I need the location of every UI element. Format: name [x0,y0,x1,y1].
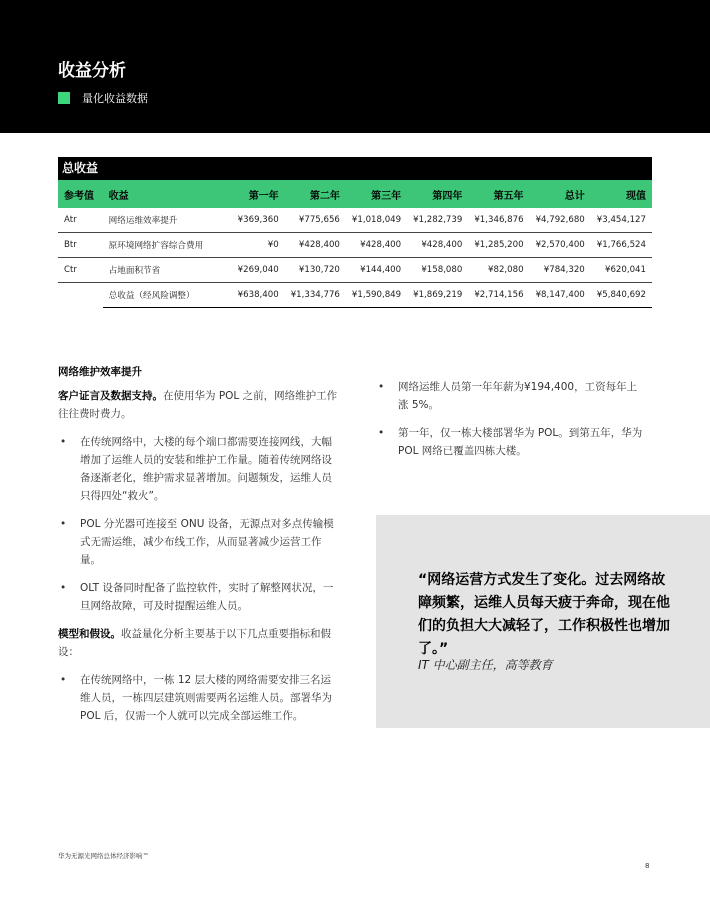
bullet-icon: • [60,582,67,594]
table-cell: ¥638,400 [232,283,285,308]
table-cell: ¥775,656 [285,208,346,233]
bullet-icon: • [60,518,67,530]
column-header: 参考值 [58,180,103,208]
table-cell: ¥1,282,739 [407,208,468,233]
table-cell: ¥428,400 [285,233,346,258]
quote-attribution: IT 中心副主任，高等教育 [418,658,553,672]
paragraph-lead: 客户证言及数据支持。 [58,390,163,402]
bullet-icon: • [60,674,67,686]
list-item-text: 网络运维人员第一年年薪为¥194,400，工资每年上涨 5%。 [398,381,638,411]
bullet-icon: • [378,427,385,439]
list-item [58,579,338,615]
table-cell: ¥1,766,524 [591,233,652,258]
table-cell: ¥3,454,127 [591,208,652,233]
footer-title: 华为无源光网络总体经济影响™ [58,852,149,860]
paragraph-lead: 模型和假设。 [58,628,121,640]
page-subtitle-row [58,90,148,106]
table-cell: ¥428,400 [346,233,407,258]
table-cell: ¥269,040 [232,258,285,283]
list-item [58,671,338,725]
list-item-text: OLT 设备同时配备了监控软件，实时了解整网状况，一旦网络故障，可及时提醒运维人员。 [80,582,334,612]
table-cell: ¥8,147,400 [530,283,591,308]
green-square-icon [58,92,70,104]
bullet-icon: • [378,381,385,393]
paragraph-text: 收益量化分析主要基于以下几点重要指标和假设： [58,628,331,658]
list-item-text: 在传统网络中，大楼的每个端口都需要连接网线，大幅增加了运维人员的安装和维护工作量。随着传统网络设备逐渐老化，维护需求显著增加。问题频发，运维人员只得四处“救火”。 [80,436,332,502]
list-item [376,378,646,414]
list-item [58,515,338,569]
table-row [58,233,652,258]
page-title: 收益分析 [58,61,126,81]
table-cell: 占地面积节省 [103,258,232,283]
table-cell: ¥130,720 [285,258,346,283]
table-cell: 网络运维效率提升 [103,208,232,233]
table-cell: ¥144,400 [346,258,407,283]
paragraph-text: 在使用华为 POL 之前，网络维护工作往往费时费力。 [58,390,338,420]
table-title: 总收益 [58,157,652,180]
page-subtitle: 量化收益数据 [82,92,148,105]
table-cell [58,283,103,308]
table-cell: ¥5,840,692 [591,283,652,308]
table-cell: ¥4,792,680 [530,208,591,233]
column-header: 第二年 [285,180,346,208]
left-column [58,363,338,735]
table-cell: ¥2,570,400 [530,233,591,258]
table-cell: ¥82,080 [468,258,529,283]
table-cell: ¥158,080 [407,258,468,283]
quote-text: “网络运营方式发生了变化。过去网络故障频繁，运维人员每天疲于奔命，现在他们的负担大大减轻了，工作积极性也增加了。” [418,572,670,657]
table-cell: ¥1,590,849 [346,283,407,308]
column-header: 第一年 [232,180,285,208]
total-benefits-table-section [58,157,652,308]
table-cell: 原环境网络扩容综合费用 [103,233,232,258]
right-column [376,378,646,470]
table-cell: Ctr [58,258,103,283]
table-cell: ¥0 [232,233,285,258]
page-header [0,0,710,133]
list-item [58,433,338,505]
table-total-row [58,283,652,308]
paragraph [58,387,338,423]
column-header: 收益 [103,180,232,208]
list-item-text: POL 分光器可连接至 ONU 设备，无源点对多点传输模式无需运维，减少布线工作，从而显著减少运营工作量。 [80,518,334,566]
bullet-icon: • [60,436,67,448]
table-cell: Btr [58,233,103,258]
column-header: 第五年 [468,180,529,208]
table-cell: ¥784,320 [530,258,591,283]
table-cell: ¥1,334,776 [285,283,346,308]
table-cell: 总收益（经风险调整） [103,283,232,308]
list-item-text: 在传统网络中，一栋 12 层大楼的网络需要安排三名运维人员，一栋四层建筑则需要两名运维人员。部署华为 POL 后，仅需一个人就可以完成全部运维工作。 [80,674,332,722]
table-cell: ¥1,346,876 [468,208,529,233]
quote-box [376,515,710,728]
table-cell: ¥1,018,049 [346,208,407,233]
list-item-text: 第一年，仅一栋大楼部署华为 POL。到第五年，华为 POL 网络已覆盖四栋大楼。 [398,427,643,457]
table-cell: Atr [58,208,103,233]
table-cell: ¥428,400 [407,233,468,258]
table-cell: ¥369,360 [232,208,285,233]
list-item [376,424,646,460]
table-cell: ¥2,714,156 [468,283,529,308]
table-row [58,258,652,283]
section-heading: 网络维护效率提升 [58,366,142,378]
table-cell: ¥620,041 [591,258,652,283]
table-cell: ¥1,869,219 [407,283,468,308]
column-header: 现值 [591,180,652,208]
column-header: 第三年 [346,180,407,208]
table-header-row [58,180,652,208]
column-header: 总计 [530,180,591,208]
total-benefits-table [58,180,652,308]
paragraph [58,625,338,661]
table-row [58,208,652,233]
table-cell: ¥1,285,200 [468,233,529,258]
column-header: 第四年 [407,180,468,208]
page-number: 8 [645,862,650,870]
